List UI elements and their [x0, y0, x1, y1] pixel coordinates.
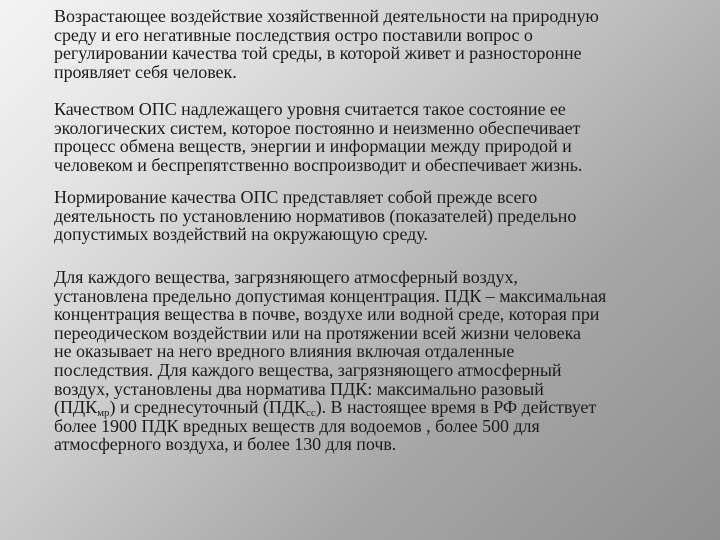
pdk-text-middle: ) и среднесуточный (ПДК: [109, 397, 307, 418]
paragraph-quality-regulation: Возрастающее воздействие хозяйственной деятельности на природную среду и его негативные последствия остро поставили вопрос о регулировании качества той среды, в которой живет и разносторонне проявляет себя человек.: [54, 6, 599, 82]
paragraph-pdk: [54, 268, 694, 454]
paragraph-quality-definition: Качеством ОПС надлежащего уровня считается такое состояние ее экологических систем, которое постоянно и неизменно обеспечивает процесс обмена веществ, энергии и информации между природой и человеком и беспрепятственно воспроизводит и обеспечивает жизнь.: [54, 99, 583, 175]
pdk-text-intro: Для каждого вещества, загрязняющего атмосферный воздух, установлена предельно допустимая концентрация. ПДК – максимальная концентрация вещества в почве, воздухе или водной среде, которая при переодическом воздействии или на протяжении всей жизни человека не оказывает на него вредного влияния включая отдаленные последствия. Для каждого вещества, загрязняющего атмосферный воздух, установлены два норматива ПДК: максимально разовый (ПДК: [54, 267, 607, 418]
paragraph-normalization: Нормирование качества ОПС представляет собой прежде всего деятельность по установлению нормативов (показателей) предельно допустимых воздействий на окружающую среду.: [54, 187, 577, 245]
pdk-subscript-mr: мр: [97, 407, 110, 420]
pdk-text-outro: ). В настоящее время в РФ действует более 1900 ПДК вредных веществ для водоемов , более 500 для атмосферного воздуха, и более 130 для почв.: [54, 397, 597, 455]
pdk-subscript-ss: сс: [306, 407, 316, 420]
